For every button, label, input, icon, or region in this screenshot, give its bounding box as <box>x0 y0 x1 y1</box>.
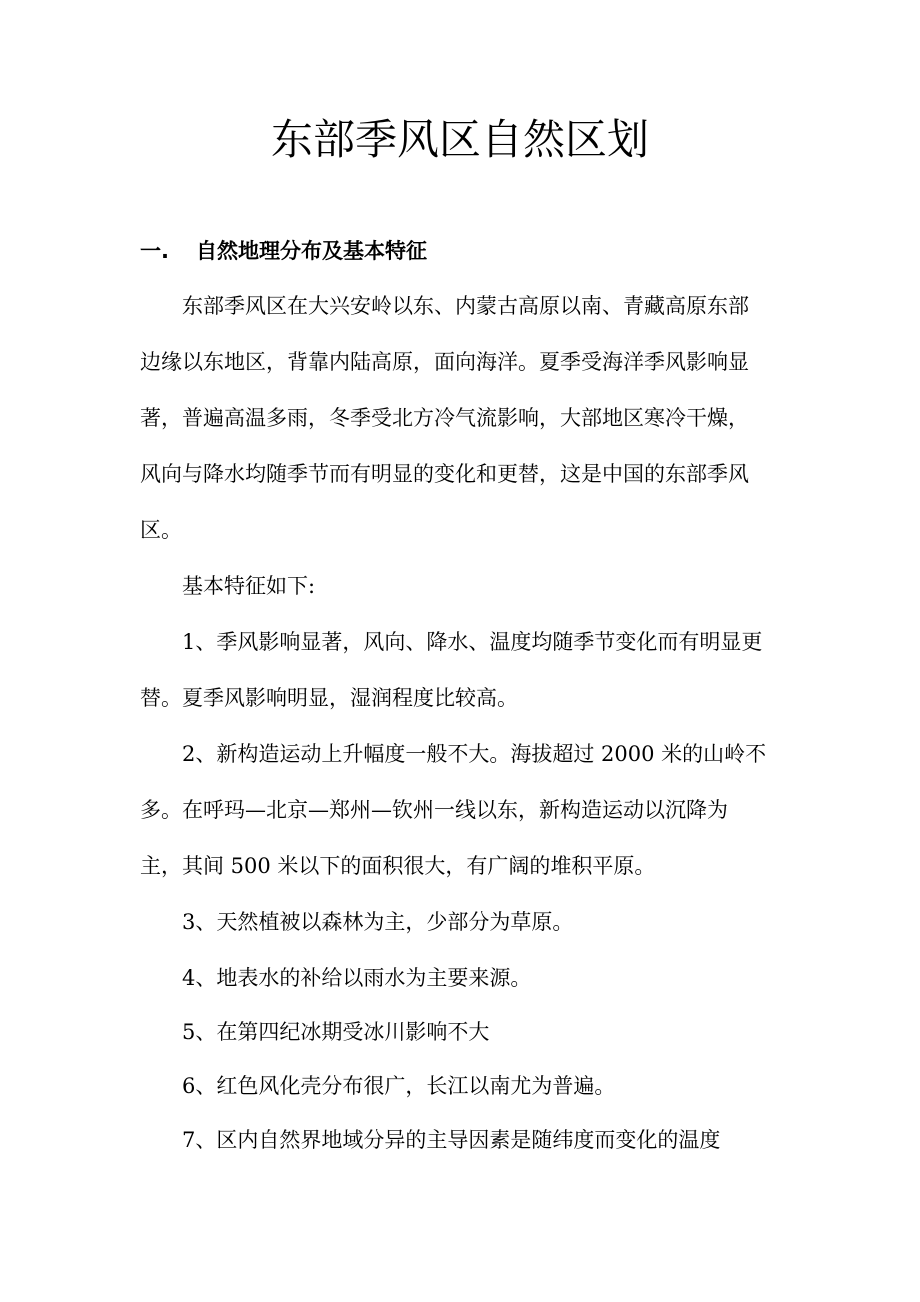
feature-line: 多。在呼玛—北京—郑州—钦州一线以东，新构造运动以沉降为 <box>140 798 728 822</box>
intro-paragraph <box>140 278 782 558</box>
feature-line: 1、季风影响显著，风向、降水、温度均随季节变化而有明显更 <box>182 630 763 654</box>
feature-item-6 <box>140 1058 782 1114</box>
section-heading <box>140 234 427 268</box>
feature-line: 主，其间 500 米以下的面积很大，有广阔的堆积平原。 <box>140 854 656 878</box>
feature-item-7 <box>140 1112 782 1168</box>
intro-line: 著，普遍高温多雨，冬季受北方冷气流影响，大部地区寒冷干燥， <box>140 406 749 430</box>
feature-line: 5、在第四纪冰期受冰川影响不大 <box>182 1020 490 1044</box>
section-number: 一. <box>140 239 169 263</box>
feature-line: 3、天然植被以森林为主，少部分为草原。 <box>182 910 574 934</box>
feature-line: 7、区内自然界地域分异的主导因素是随纬度而变化的温度 <box>182 1128 721 1152</box>
feature-item-2 <box>140 726 782 894</box>
intro-line: 区。 <box>140 518 182 542</box>
section-heading-text: 自然地理分布及基本特征 <box>196 239 427 263</box>
feature-item-5 <box>140 1004 782 1060</box>
feature-item-4 <box>140 950 782 1006</box>
feature-item-3 <box>140 894 782 950</box>
feature-line: 替。夏季风影响明显，湿润程度比较高。 <box>140 686 518 710</box>
intro-line: 风向与降水均随季节而有明显的变化和更替，这是中国的东部季风 <box>140 462 749 486</box>
intro-line: 东部季风区在大兴安岭以东、内蒙古高原以南、青藏高原东部 <box>182 294 749 318</box>
feature-item-1 <box>140 614 782 726</box>
intro-line: 边缘以东地区，背靠内陆高原，面向海洋。夏季受海洋季风影响显 <box>140 350 749 374</box>
feature-line: 2、新构造运动上升幅度一般不大。海拔超过 2000 米的山岭不 <box>182 742 767 766</box>
feature-line: 6、红色风化壳分布很广，长江以南尤为普遍。 <box>182 1074 616 1098</box>
features-label: 基本特征如下: <box>182 574 316 598</box>
features-label-paragraph <box>140 558 782 614</box>
feature-line: 4、地表水的补给以雨水为主要来源。 <box>182 966 532 990</box>
document-title: 东部季风区自然区划 <box>270 115 649 164</box>
